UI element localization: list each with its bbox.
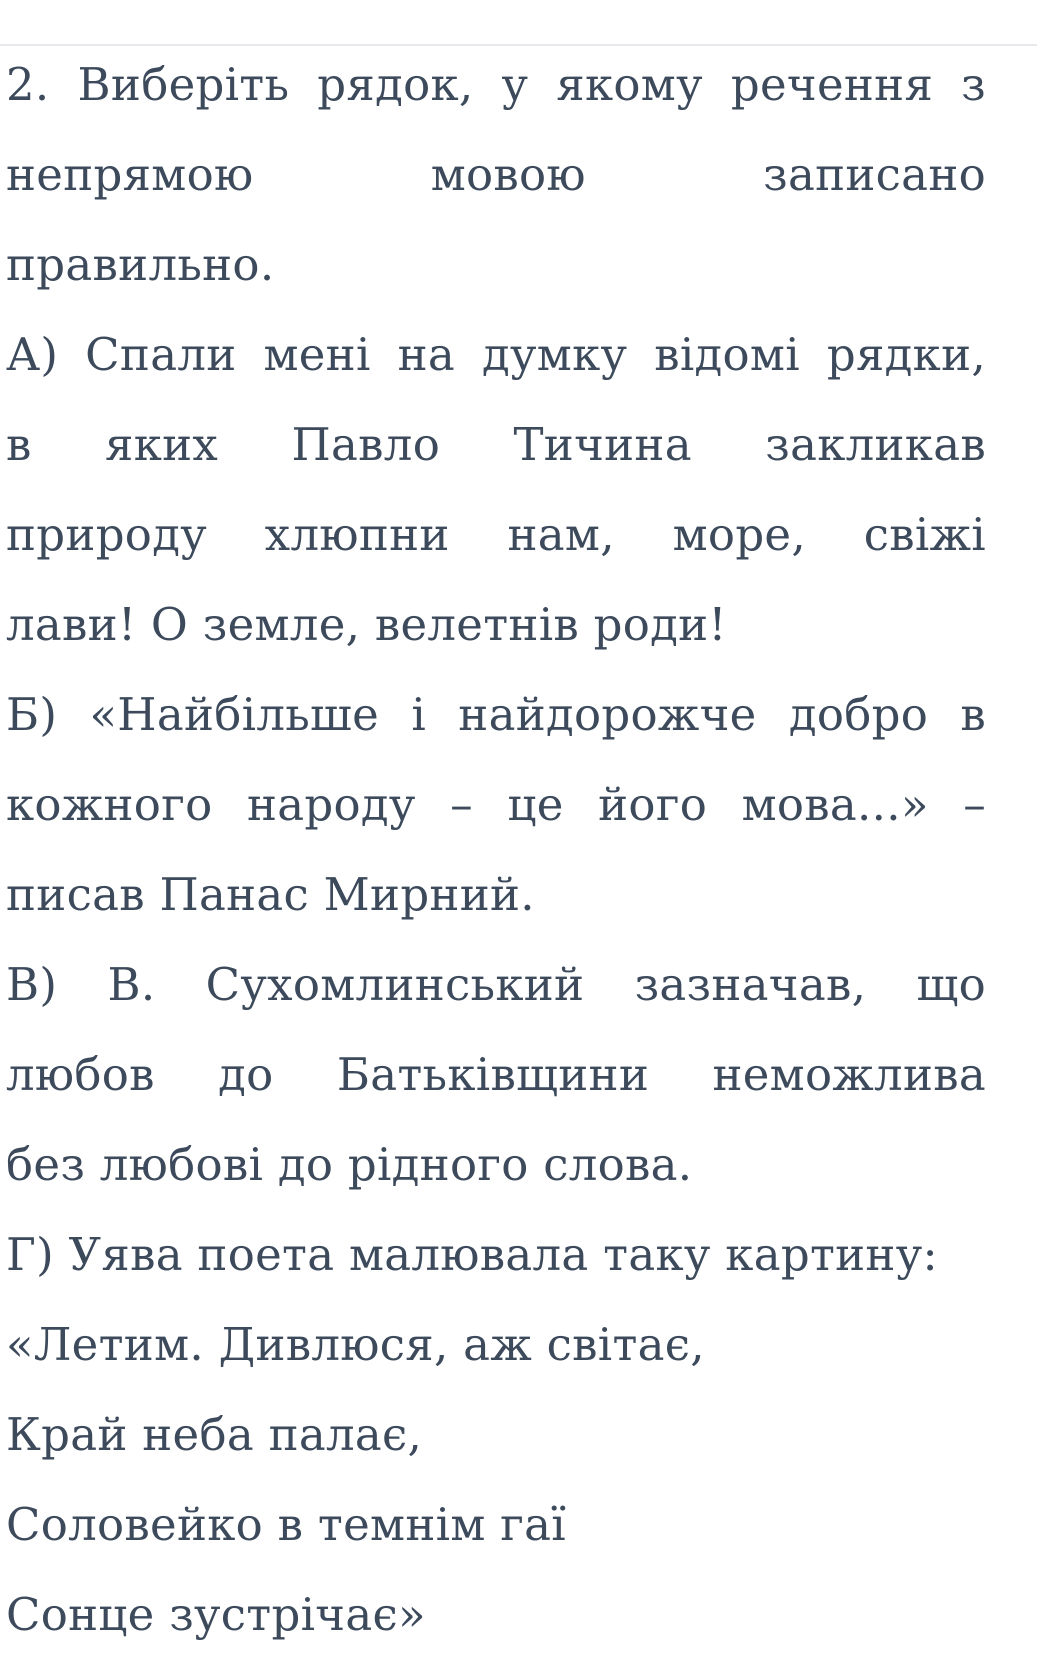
option-g <box>6 1210 986 1660</box>
option-v-line: любов до Батьківщини неможлива <box>6 1048 986 1101</box>
option-b-line: Б) «Найбільше і найдорожче добро в <box>6 688 986 741</box>
question-line: правильно. <box>6 238 275 291</box>
option-a-line: лави! О земле, велетнів роди! <box>6 598 727 651</box>
option-g-line: Г) Уява поета малювала таку картину: <box>6 1228 938 1281</box>
question-line: непрямою мовою записано <box>6 148 986 201</box>
option-v-line: В) В. Сухомлинський зазначав, що <box>6 958 986 1011</box>
option-b-line: кожного народу – це його мова...» – <box>6 778 986 831</box>
option-a-line: в яких Павло Тичина закликав <box>6 418 986 471</box>
option-g-line: Сонце зустрічає» <box>6 1588 426 1641</box>
question-block <box>6 40 986 1660</box>
option-a-line: А) Спали мені на думку відомі рядки, <box>6 328 986 381</box>
option-a-line: природу хлюпни нам, море, свіжі <box>6 508 986 561</box>
option-v <box>6 940 986 1210</box>
option-g-line: «Летим. Дивлюся, аж світає, <box>6 1318 705 1371</box>
option-v-line: без любові до рідного слова. <box>6 1138 693 1191</box>
option-g-line: Край неба палає, <box>6 1408 423 1461</box>
option-a <box>6 310 986 670</box>
option-b-line: писав Панас Мирний. <box>6 868 535 921</box>
option-g-line: Соловейко в темнім гаї <box>6 1498 566 1551</box>
option-b <box>6 670 986 940</box>
question-line: 2. Виберіть рядок, у якому речення з <box>6 58 986 111</box>
